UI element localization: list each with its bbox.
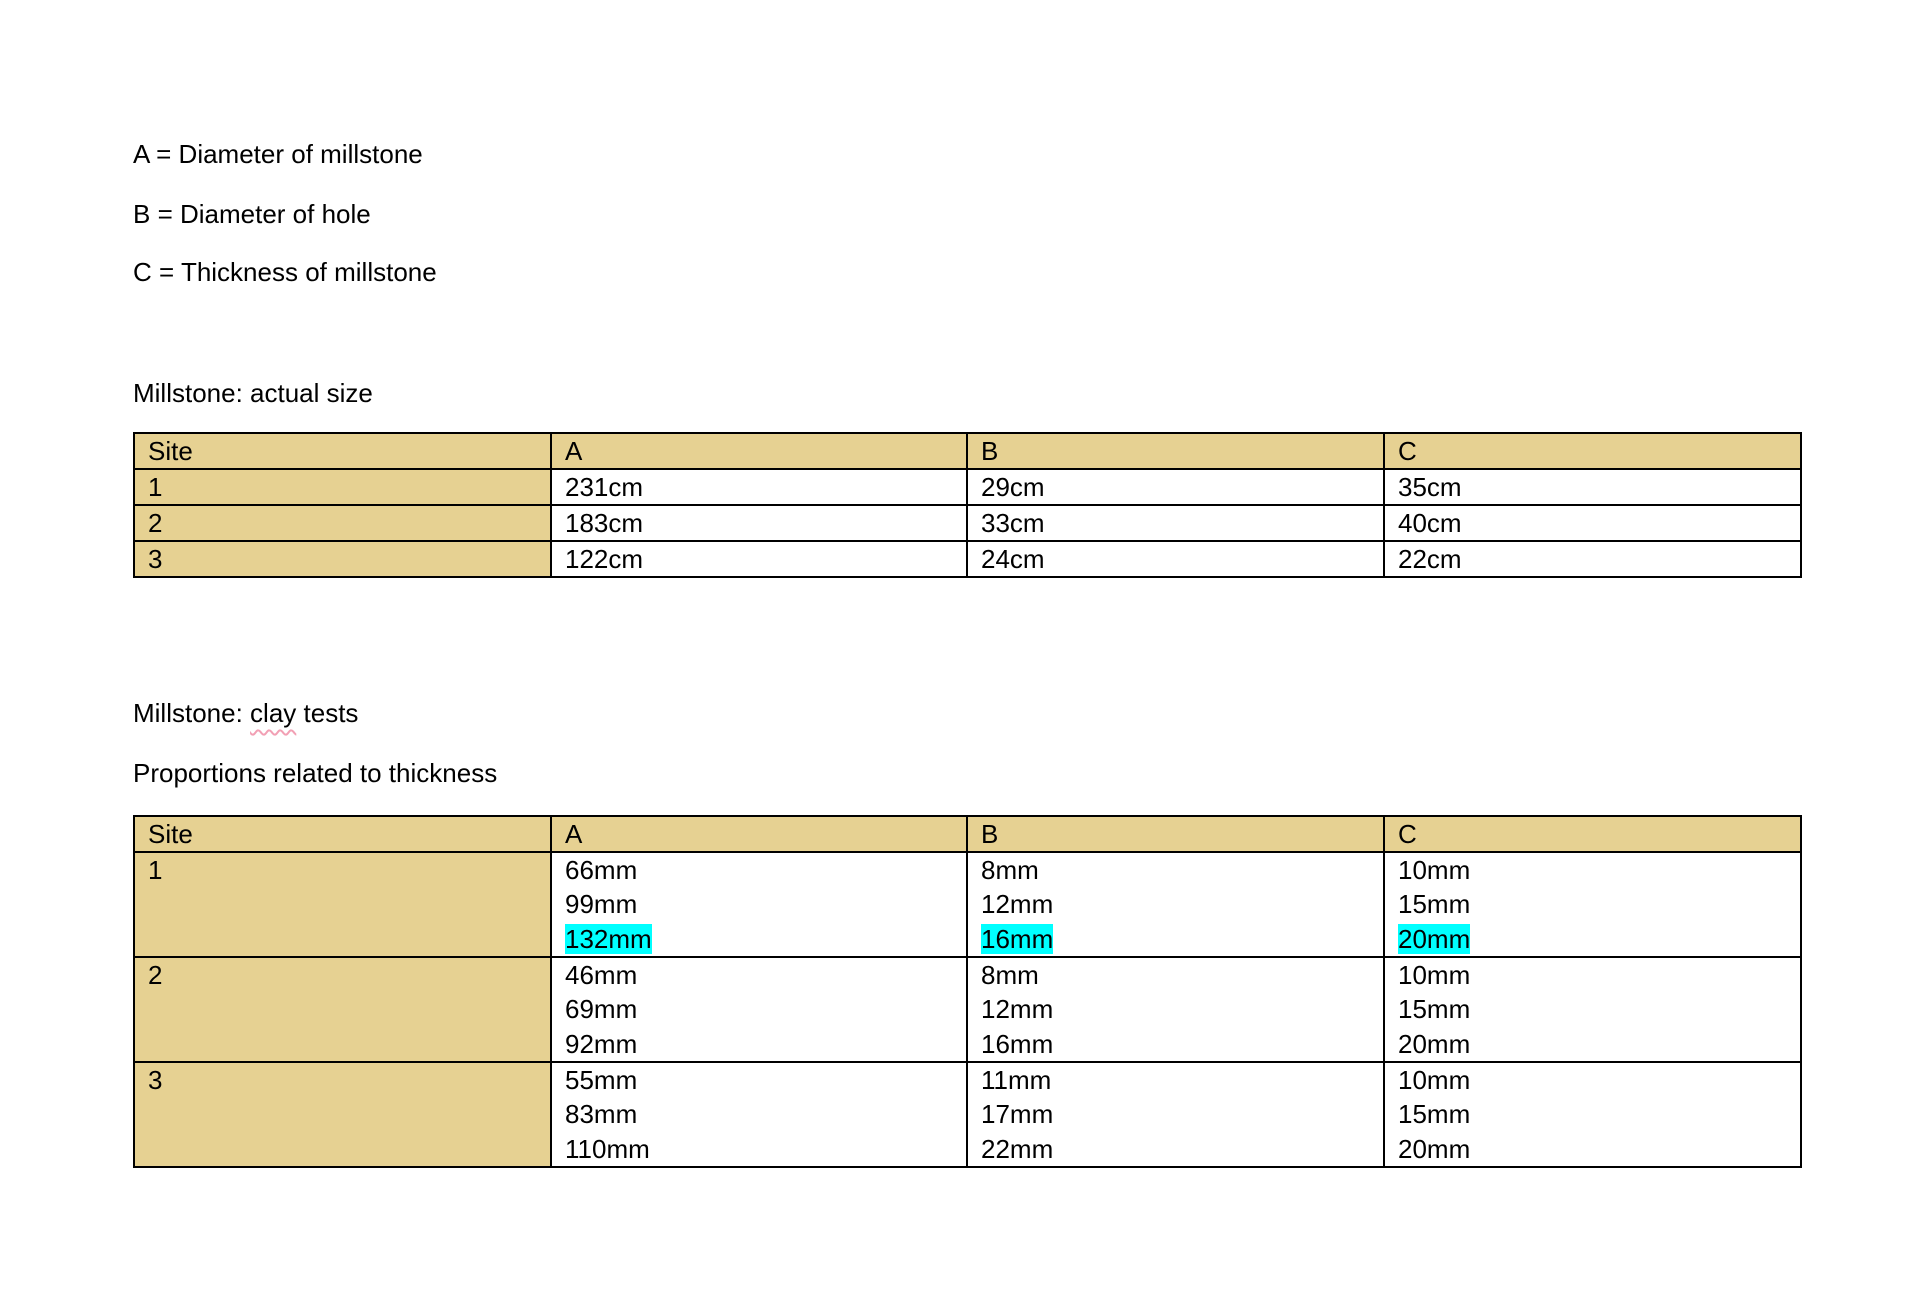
value-line: 20mm [1398, 1028, 1471, 1059]
legend-line-c: C = Thickness of millstone [133, 257, 437, 287]
highlighted-value: 132mm [565, 923, 652, 954]
actual-size-table [133, 432, 1802, 578]
value-cell-b [967, 957, 1384, 1062]
value-line: 20mm [1398, 1133, 1471, 1164]
value-cell-a: 122cm [551, 541, 967, 577]
site-cell: 1 [134, 469, 551, 505]
value-cell-a [551, 1062, 967, 1167]
highlighted-value: 16mm [981, 923, 1054, 954]
value-line: 11mm [981, 1065, 1052, 1095]
table-row [134, 505, 1801, 541]
value-cell-b: 29cm [967, 469, 1384, 505]
value-line: 15mm [1398, 994, 1471, 1024]
value-cell-c: 40cm [1384, 505, 1801, 541]
site-number: 1 [148, 855, 163, 885]
value-line: 66mm [565, 855, 638, 885]
value-cell-c [1384, 1062, 1801, 1167]
value-line: 83mm [565, 1099, 638, 1129]
value-line: 22mm [981, 1133, 1054, 1164]
column-header-site: Site [134, 433, 551, 469]
value-line: 69mm [565, 994, 638, 1024]
column-header-site: Site [134, 816, 551, 852]
value-cell-c: 35cm [1384, 469, 1801, 505]
value-line: 8mm [981, 855, 1039, 885]
value-line [981, 922, 1383, 957]
value-line: 10mm [1398, 855, 1471, 885]
value-line: 46mm [565, 960, 638, 990]
value-line: 55mm [565, 1065, 638, 1095]
value-line: 16mm [981, 1028, 1054, 1059]
value-cell-b [967, 852, 1384, 957]
value-line: 110mm [565, 1133, 650, 1164]
value-line: 10mm [1398, 960, 1471, 990]
value-cell-c: 22cm [1384, 541, 1801, 577]
site-cell: 3 [134, 541, 551, 577]
table-row [134, 469, 1801, 505]
value-line: 12mm [981, 889, 1054, 919]
site-number: 2 [148, 960, 163, 990]
site-cell [134, 852, 551, 957]
legend-line-b: B = Diameter of hole [133, 199, 371, 229]
value-line: 15mm [1398, 1099, 1471, 1129]
table-row [134, 957, 1801, 1062]
value-cell-c [1384, 852, 1801, 957]
value-line: 8mm [981, 960, 1039, 990]
value-line: 17mm [981, 1099, 1054, 1129]
column-header-b: B [967, 816, 1384, 852]
value-cell-a [551, 852, 967, 957]
clay-tests-table [133, 815, 1802, 1168]
value-cell-b: 33cm [967, 505, 1384, 541]
heading-suffix: tests [296, 698, 359, 728]
value-cell-a: 231cm [551, 469, 967, 505]
column-header-a: A [551, 433, 967, 469]
value-line: 15mm [1398, 889, 1471, 919]
column-header-c: C [1384, 433, 1801, 469]
value-cell-b: 24cm [967, 541, 1384, 577]
value-line: 10mm [1398, 1065, 1471, 1095]
value-line: 12mm [981, 994, 1054, 1024]
site-number: 3 [148, 1065, 163, 1095]
value-cell-a: 183cm [551, 505, 967, 541]
spellcheck-flagged-word[interactable]: clay [250, 698, 297, 728]
value-cell-a [551, 957, 967, 1062]
table-header-row [134, 816, 1801, 852]
table-row [134, 541, 1801, 577]
column-header-b: B [967, 433, 1384, 469]
legend-line-a: A = Diameter of millstone [133, 139, 423, 169]
table-row [134, 1062, 1801, 1167]
value-line [1398, 922, 1800, 957]
column-header-a: A [551, 816, 967, 852]
column-header-c: C [1384, 816, 1801, 852]
value-line: 92mm [565, 1028, 638, 1059]
table-header-row [134, 433, 1801, 469]
value-line: 99mm [565, 889, 638, 919]
site-cell [134, 957, 551, 1062]
clay-tests-heading [133, 698, 358, 728]
site-cell: 2 [134, 505, 551, 541]
highlighted-value: 20mm [1398, 923, 1471, 954]
site-cell [134, 1062, 551, 1167]
value-cell-c [1384, 957, 1801, 1062]
value-cell-b [967, 1062, 1384, 1167]
table-row [134, 852, 1801, 957]
value-line [565, 922, 966, 957]
actual-size-heading: Millstone: actual size [133, 378, 373, 408]
proportions-subheading: Proportions related to thickness [133, 758, 498, 788]
heading-prefix: Millstone: [133, 698, 251, 728]
